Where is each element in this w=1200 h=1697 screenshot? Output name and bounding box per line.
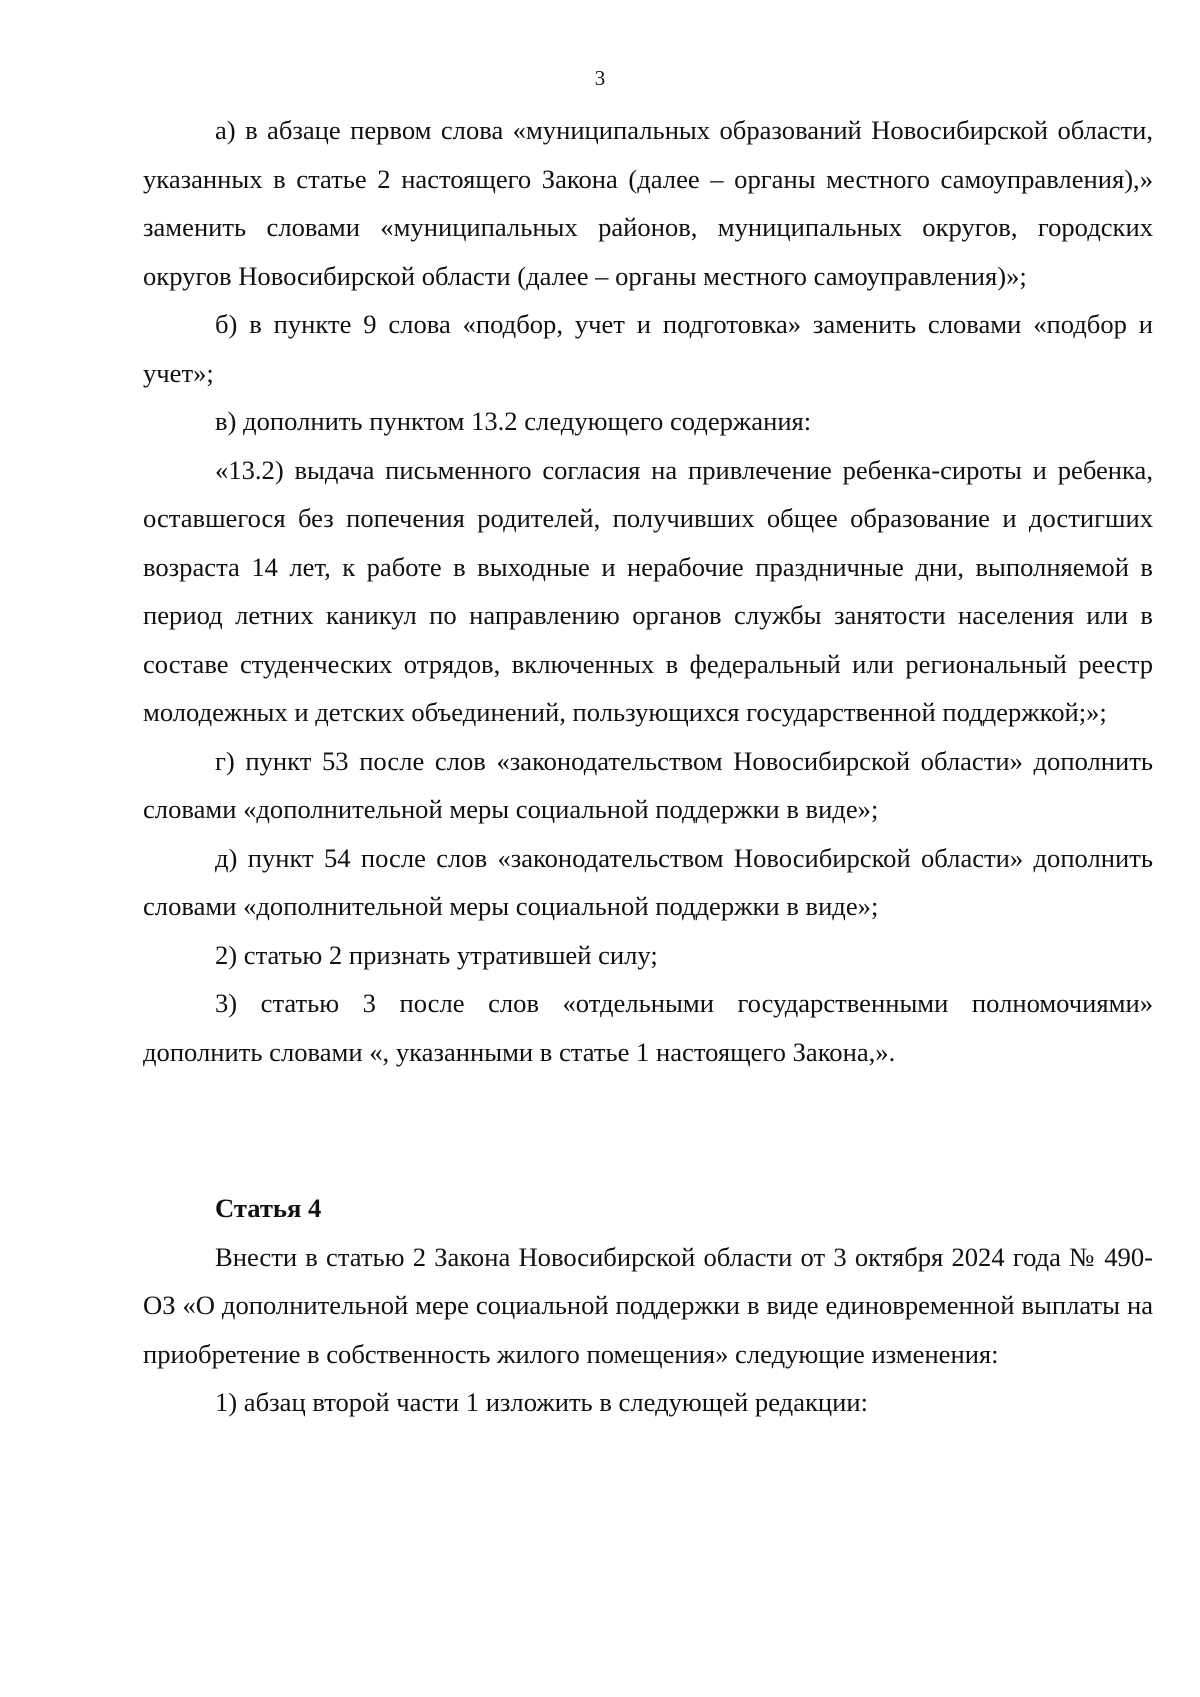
- article-item-1-paragraph: 1) абзац второй части 1 изложить в следующей редакции:: [215, 1387, 869, 1417]
- paragraph-b: б) в пункте 9 слова «подбор, учет и подготовка» заменить словами «подбор и учет»;: [143, 309, 1153, 388]
- article-4-section: [143, 1184, 1153, 1427]
- paragraph-item-3: 3) статью 3 после слов «отдельными государственными полномочиями» дополнить словами «, указанными в статье 1 настоящего Закона,».: [143, 988, 1153, 1067]
- paragraph-v: в) дополнить пунктом 13.2 следующего содержания:: [215, 406, 812, 436]
- paragraph-d: д) пункт 54 после слов «законодательством Новосибирской области» дополнить словами «дополнительной меры социальной поддержки в виде»;: [143, 842, 1153, 921]
- article-heading: Статья 4: [215, 1193, 322, 1223]
- paragraph-g: г) пункт 53 после слов «законодательством Новосибирской области» дополнить словами «дополнительной меры социальной поддержки в виде»;: [143, 745, 1153, 824]
- amendments-list: [143, 106, 1153, 1076]
- page-number: 3: [594, 66, 606, 90]
- article-intro-paragraph: Внести в статью 2 Закона Новосибирской области от 3 октября 2024 года № 490-ОЗ «О дополнительной мере социальной поддержки в виде единовременной выплаты на приобретение в собственность жилого помещения» следующие изменения:: [143, 1241, 1153, 1369]
- paragraph-a: а) в абзаце первом слова «муниципальных образований Новосибирской области, указанных в статье 2 настоящего Закона (далее – органы местного самоуправления),» заменить словами «муниципальных районов, муниципальных округов, городских округов Новосибирской области (далее – органы местного самоуправления)»;: [143, 115, 1153, 291]
- paragraph-item-2: 2) статью 2 признать утратившей силу;: [215, 939, 658, 970]
- paragraph-13-2: «13.2) выдача письменного согласия на привлечение ребенка-сироты и ребенка, оставшегося без попечения родителей, получивших общее образование и достигших возраста 14 лет, к работе в выходные и нерабочие праздничные дни, выполняемой в период летних каникул по направлению органов службы занятости населения или в составе студенческих отрядов, включенных в федеральный или региональный реестр молодежных и детских объединений, пользующихся государственной поддержкой;»;: [143, 454, 1153, 727]
